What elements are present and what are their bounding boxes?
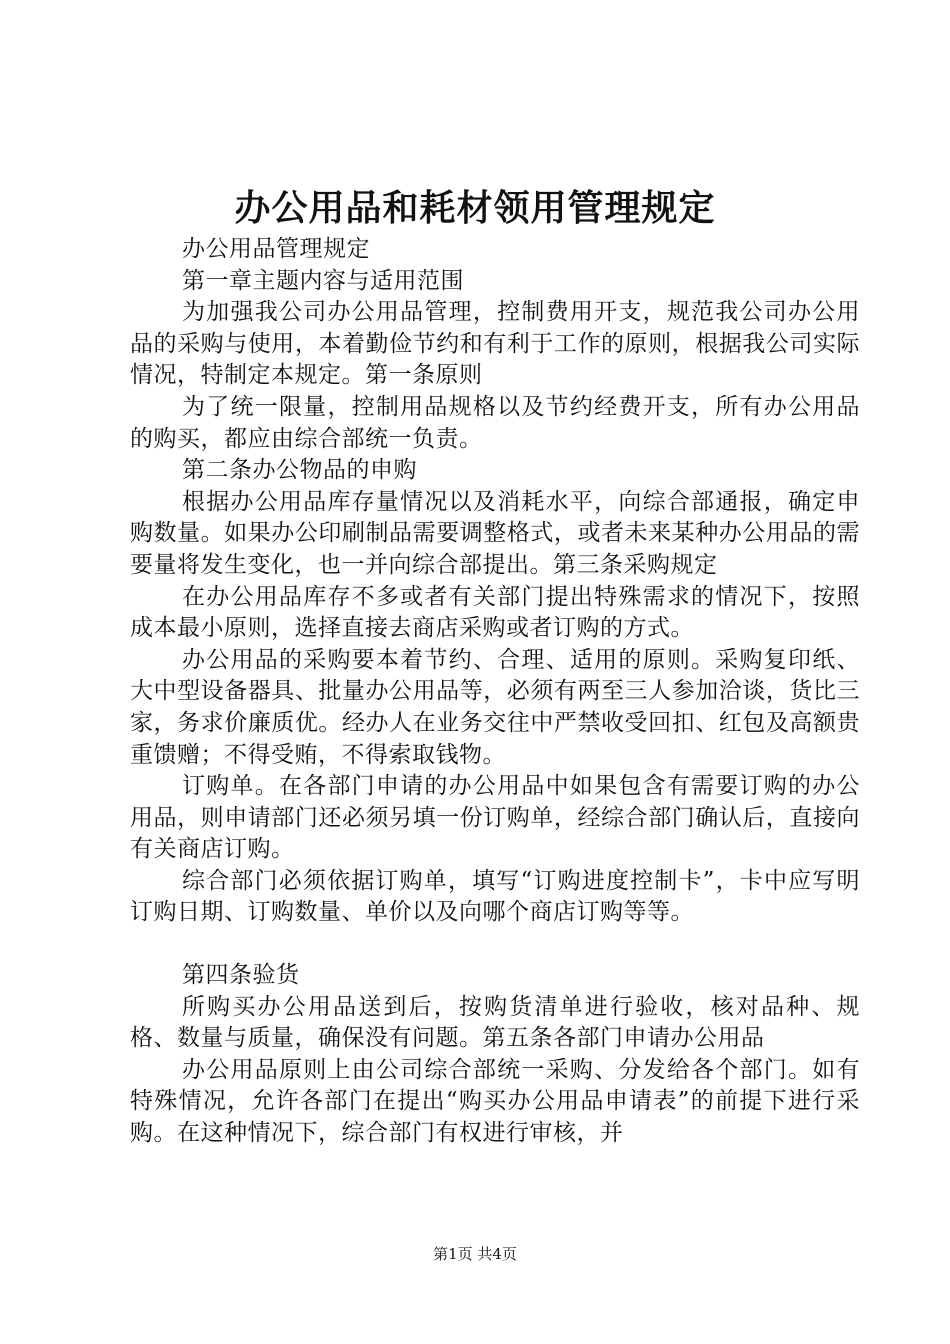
- section-heading: 第二条办公物品的申购: [182, 457, 417, 484]
- paragraph: 办公用品的采购要本着节约、合理、适用的原则。采购复印纸、大中型设备器具、批量办公用品等，必须有两至三人参加洽谈，货比三家，务求价廉质优。经办人在业务交往中严禁收受回扣、红包及高额贵重馈赠；不得受贿，不得索取钱物。: [130, 646, 860, 768]
- paragraph: 为加强我公司办公用品管理，控制费用开支，规范我公司办公用品的采购与使用，本着勤俭节约和有利于工作的原则，根据我公司实际情况，特制定本规定。第一条原则: [130, 299, 860, 389]
- document-title: 办公用品和耗材领用管理规定: [234, 187, 716, 229]
- paragraph: 为了统一限量，控制用品规格以及节约经费开支，所有办公用品的购买，都应由综合部统一负责。: [130, 393, 860, 452]
- paragraph: 根据办公用品库存量情况以及消耗水平，向综合部通报，确定申购数量。如果办公印刷制品需要调整格式，或者未来某种办公用品的需要量将发生变化，也一并向综合部提出。第三条采购规定: [130, 488, 860, 578]
- paragraph: 在办公用品库存不多或者有关部门提出特殊需求的情况下，按照成本最小原则，选择直接去商店采购或者订购的方式。: [130, 583, 860, 642]
- chapter-heading: 第一章主题内容与适用范围: [182, 267, 464, 294]
- paragraph: 订购单。在各部门申请的办公用品中如果包含有需要订购的办公用品，则申请部门还必须另填一份订购单，经综合部门确认后，直接向有关商店订购。: [130, 773, 860, 863]
- document-body: [130, 234, 860, 1150]
- paragraph: 办公用品管理规定: [182, 236, 370, 262]
- page-number-footer: 第1页 共4页: [433, 1245, 517, 1263]
- paragraph: 所购买办公用品送到后，按购货清单进行验收，核对品种、规格、数量与质量，确保没有问题。第五条各部门申请办公用品: [130, 993, 860, 1052]
- paragraph: 办公用品原则上由公司综合部统一采购、分发给各个部门。如有特殊情况，允许各部门在提出“购买办公用品申请表”的前提下进行采购。在这种情况下，综合部门有权进行审核，并: [130, 1056, 860, 1147]
- section-heading: 第四条验货: [182, 962, 300, 989]
- paragraph: 综合部门必须依据订购单，填写“订购进度控制卡”，卡中应写明订购日期、订购数量、单价以及向哪个商店订购等等。: [130, 867, 860, 926]
